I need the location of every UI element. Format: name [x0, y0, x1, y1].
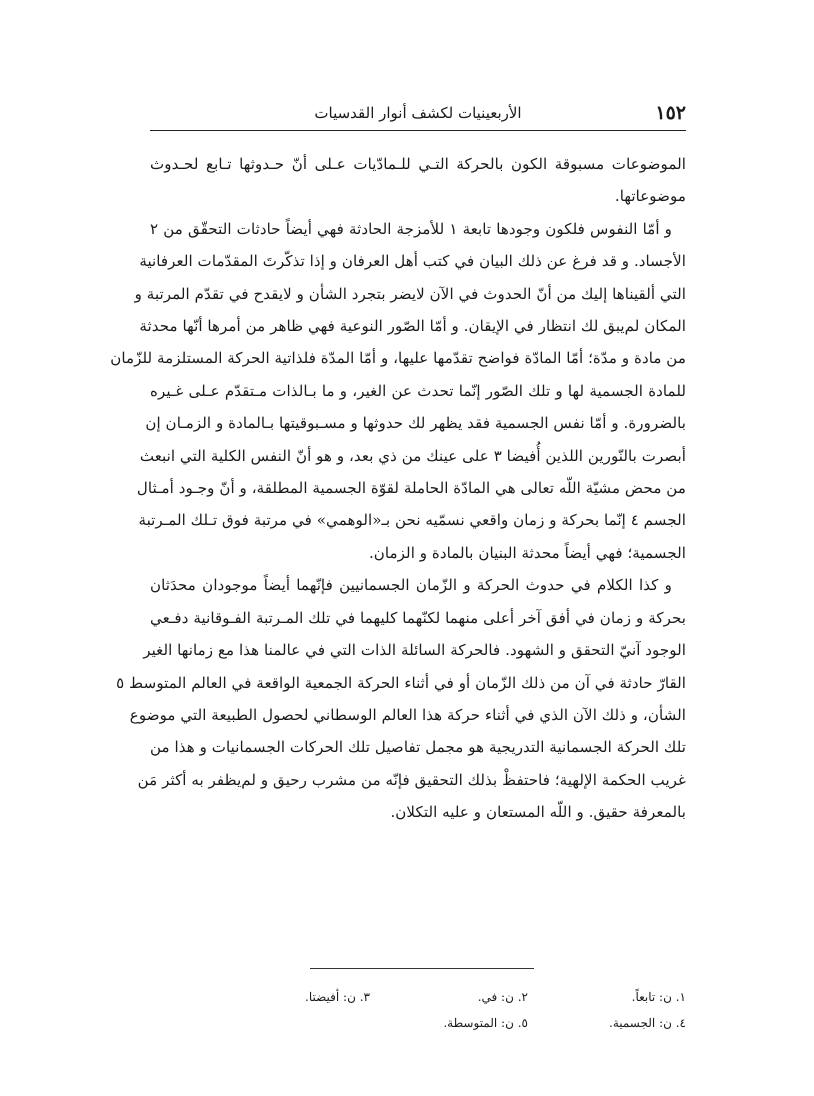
text-line: و أمّا النفوس فلكون وجودها تابعة ١ للأمزجة الحادثة فهي أيضاً حادثات التحقّق من ٢	[150, 219, 672, 238]
footnote	[212, 1010, 370, 1036]
text-line: أبصرت بالنّورين اللذين أُفيضا ٣ على عينك من ذي بعد، و هو أنّ النفس الكلية التي انبعث	[139, 446, 686, 465]
text-line: تلك الحركة الجسمانية التدريجية هو مجمل تفاصيل تلك الحركات الجسمانيات و هذا من	[150, 738, 686, 757]
text-line: الجسم ٤ إنّما بحركة و زمان واقعي نسمّيه نحن بـ«الوهمي» في مرتبة فوق تـلك المـرتبة	[138, 511, 686, 530]
text-line: الأجساد. و قد فرغ عن ذلك البيان في كتب أهل العرفان و إذا تذكّرتَ المقدّمات العرفانية	[139, 252, 686, 271]
text-line: بالمعرفة حقيق. و اللّه المستعان و عليه التكلان.	[390, 803, 686, 822]
text-line: بحركة و زمان في أفق آخر أعلى منهما لكنّهما كليهما في تلك المـرتبة الفـوقانية دفـعي	[150, 608, 686, 627]
page-header	[150, 96, 686, 131]
text-line: بالضرورة. و أمّا نفس الجسمية فقد يظهر لك حدوثها و مسـبوقيتها بـالمادة و الزمـان إن	[145, 414, 686, 433]
text-line: التي ألقيناها إليك من أنّ الحدوث في الآن لايضر بتجرد الشأن و لايقدح في تقدّم المرتبة و	[134, 284, 686, 303]
running-title: الأربعينيات لكشف أنوار القدسيات	[314, 104, 522, 122]
footnote-row	[150, 1010, 686, 1036]
text-line: من مادة و مدّة؛ أمّا المادّة فواضح تقدّمها عليها، و أمّا المدّة فلذاتية الحركة المستلزمة للزّمان	[110, 349, 686, 368]
text-line: الجسمية؛ فهي أيضاً محدثة البنيان بالمادة و الزمان.	[368, 543, 686, 562]
page-number: ١٥٢	[655, 102, 686, 124]
text-line: الوجود آنيّ التحقق و الشهود. فالحركة السائلة الذات التي في عالمنا هذا مع زمانها الغير	[143, 641, 686, 660]
footnotes-divider	[310, 968, 534, 969]
footnote: ٥. ن: المتوسطة.	[443, 1016, 528, 1030]
text-line: القارّ حادثة في آن من ذلك الزّمان أو في أثناء الحركة الجمعية الواقعة في العالم المتوسط ٥	[116, 673, 686, 692]
text-line: للمادة الجسمية لها و تلك الصّور إنّما تحدث عن الغير، و ما بـالذات مـتقدّم عـلى غـيره	[150, 381, 686, 400]
footnote-row	[150, 984, 686, 1010]
text-line: المكان لم‌يبق لك انتظار في الإيقان. و أمّا الصّور النوعية فهي ظاهر من أمرها أنّها محدثة	[139, 317, 686, 336]
text-line: الموضوعات مسبوقة الكون بالحركة التـي للـمادّيات عـلى أنّ حـدوثها تـابع لحـدوث	[150, 155, 686, 173]
text-line: غريب الحكمة الإلهية؛ فاحتفظْ بذلك التحقيق فإنّه من مشرب رحيق و لم‌يظفر به أكثر مَن	[137, 770, 686, 789]
text-line: من محض مشيّة اللّه تعالى هي المادّة الحاملة لقوّة الجسمية المطلقة، و أنّ وجـود أمـثال	[136, 479, 686, 498]
footnotes	[150, 984, 686, 1036]
footnote: ٤. ن: الجسمية.	[609, 1016, 686, 1030]
footnote: ٢. ن: في.	[477, 990, 528, 1004]
body-text	[110, 148, 686, 829]
footnote: ١. ن: تابعاً.	[631, 990, 686, 1004]
footnote: ٣. ن: أفيضتا.	[305, 990, 370, 1004]
text-line: موضوعاتها.	[614, 187, 686, 206]
text-line: و كذا الكلام في حدوث الحركة و الزّمان الجسمانيين فإنّهما أيضاً موجودان محدَثان	[150, 576, 672, 595]
text-line: الشأن، و ذلك الآن الذي في أثناء حركة هذا العالم الوسطاني لحصول الطبيعة التي موضوع	[129, 705, 686, 724]
